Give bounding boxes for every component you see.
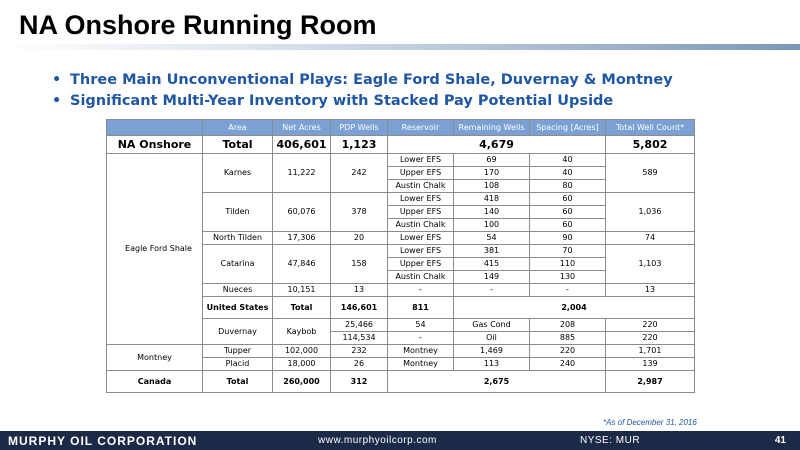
reservoir-cell: Lower EFS bbox=[388, 232, 454, 245]
bullet-item bbox=[52, 91, 673, 112]
net-acres-cell: 146,601 bbox=[331, 297, 388, 319]
reservoir-cell: Montney bbox=[388, 345, 454, 358]
remaining-wells-cell: 381 bbox=[454, 245, 530, 258]
spacing-cell: 240 bbox=[530, 358, 606, 371]
total-well-count-cell: 1,103 bbox=[606, 245, 695, 284]
remaining-wells-cell: 54 bbox=[454, 232, 530, 245]
reservoir-cell: Upper EFS bbox=[388, 258, 454, 271]
net-acres-cell: 47,846 bbox=[273, 245, 331, 284]
remaining-wells-cell: - bbox=[454, 284, 530, 297]
pdp-wells-cell: 378 bbox=[331, 193, 388, 232]
area-cell: Tilden bbox=[203, 193, 273, 232]
net-acres-cell: 406,601 bbox=[273, 136, 331, 154]
reservoir-cell: Upper EFS bbox=[388, 206, 454, 219]
header-cell: Area bbox=[203, 120, 273, 136]
table-row bbox=[107, 345, 695, 358]
bullet-text: Significant Multi-Year Inventory with Stacked Pay Potential Upside bbox=[70, 93, 614, 109]
pdp-wells-cell: 158 bbox=[331, 245, 388, 284]
pdp-wells-cell: - bbox=[388, 332, 454, 345]
area-cell: Catarina bbox=[203, 245, 273, 284]
total-well-count-cell: 1,701 bbox=[606, 345, 695, 358]
remaining-wells-cell: 100 bbox=[454, 219, 530, 232]
reservoir-cell: - bbox=[388, 284, 454, 297]
table-row bbox=[107, 136, 695, 154]
remaining-wells-cell: 418 bbox=[454, 193, 530, 206]
spacing-cell: 60 bbox=[530, 219, 606, 232]
pdp-wells-cell: 13 bbox=[331, 284, 388, 297]
region-cell: NA Onshore bbox=[107, 136, 203, 154]
net-acres-cell: 260,000 bbox=[273, 371, 331, 393]
remaining-wells-cell: 140 bbox=[454, 206, 530, 219]
area-cell: Total bbox=[203, 371, 273, 393]
spacing-cell: 110 bbox=[530, 258, 606, 271]
bullet-text: Three Main Unconventional Plays: Eagle Ford Shale, Duvernay & Montney bbox=[70, 72, 673, 88]
spacing-cell: 40 bbox=[530, 167, 606, 180]
remaining-wells-cell: 2,004 bbox=[454, 297, 695, 319]
total-well-count-cell: 1,036 bbox=[606, 193, 695, 232]
reservoir-cell: Austin Chalk bbox=[388, 271, 454, 284]
pdp-wells-cell: 20 bbox=[331, 232, 388, 245]
reservoir-cell: Lower EFS bbox=[388, 154, 454, 167]
header-cell bbox=[107, 120, 203, 136]
slide-title: NA Onshore Running Room bbox=[19, 10, 377, 40]
net-acres-cell: 17,306 bbox=[273, 232, 331, 245]
area-cell: Total bbox=[273, 297, 331, 319]
page-number: 41 bbox=[774, 435, 786, 446]
net-acres-cell: 60,076 bbox=[273, 193, 331, 232]
pdp-wells-cell: 26 bbox=[331, 358, 388, 371]
remaining-wells-cell: 885 bbox=[530, 332, 606, 345]
website-link[interactable]: www.murphyoilcorp.com bbox=[318, 435, 437, 446]
net-acres-cell: 18,000 bbox=[273, 358, 331, 371]
header-cell: Reservoir bbox=[388, 120, 454, 136]
bullet-item bbox=[52, 70, 673, 91]
total-well-count-cell: 5,802 bbox=[606, 136, 695, 154]
spacing-cell: 70 bbox=[530, 245, 606, 258]
remaining-wells-cell: 108 bbox=[454, 180, 530, 193]
spacing-cell: 40 bbox=[530, 154, 606, 167]
net-acres-cell: 114,534 bbox=[331, 332, 388, 345]
spacing-cell: 90 bbox=[530, 232, 606, 245]
total-well-count-cell: 2,987 bbox=[606, 371, 695, 393]
area-cell: Kaybob bbox=[273, 319, 331, 345]
remaining-wells-cell: 113 bbox=[454, 358, 530, 371]
footer-bar bbox=[0, 431, 800, 450]
bullet-dot: • bbox=[52, 72, 62, 88]
total-well-count-cell: 13 bbox=[606, 284, 695, 297]
pdp-wells-cell: 242 bbox=[331, 154, 388, 193]
spacing-cell: - bbox=[530, 284, 606, 297]
remaining-wells-cell: 2,675 bbox=[388, 371, 606, 393]
pdp-wells-cell: 312 bbox=[331, 371, 388, 393]
area-cell: North Tilden bbox=[203, 232, 273, 245]
stock-ticker: NYSE: MUR bbox=[580, 435, 641, 446]
reservoir-cell: Lower EFS bbox=[388, 245, 454, 258]
region-cell: Canada bbox=[107, 371, 203, 393]
header-cell: Net Acres bbox=[273, 120, 331, 136]
area-cell: Total bbox=[203, 136, 273, 154]
reservoir-cell: Oil bbox=[454, 332, 530, 345]
header-cell: Remaining Wells bbox=[454, 120, 530, 136]
reservoir-cell: Upper EFS bbox=[388, 167, 454, 180]
region-cell: Duvernay bbox=[203, 319, 273, 345]
remaining-wells-cell: 170 bbox=[454, 167, 530, 180]
table-header-row bbox=[107, 120, 695, 136]
reservoir-cell: Lower EFS bbox=[388, 193, 454, 206]
company-name: MURPHY OIL CORPORATION bbox=[8, 434, 198, 448]
spacing-cell: 220 bbox=[606, 319, 695, 332]
bullet-list bbox=[52, 70, 673, 112]
region-cell: Montney bbox=[107, 345, 203, 371]
region-cell: United States bbox=[203, 297, 273, 319]
header-cell: PDP Wells bbox=[331, 120, 388, 136]
reservoir-cell: Austin Chalk bbox=[388, 180, 454, 193]
reservoir-cell: Austin Chalk bbox=[388, 219, 454, 232]
spacing-cell: 80 bbox=[530, 180, 606, 193]
remaining-wells-cell: 4,679 bbox=[388, 136, 606, 154]
net-acres-cell: 102,000 bbox=[273, 345, 331, 358]
remaining-wells-cell: 69 bbox=[454, 154, 530, 167]
area-cell: Placid bbox=[203, 358, 273, 371]
net-acres-cell: 11,222 bbox=[273, 154, 331, 193]
footnote: *As of December 31, 2016 bbox=[603, 418, 697, 427]
header-cell: Total Well Count* bbox=[606, 120, 695, 136]
remaining-wells-cell: 208 bbox=[530, 319, 606, 332]
reservoir-cell: Montney bbox=[388, 358, 454, 371]
remaining-wells-cell: 149 bbox=[454, 271, 530, 284]
remaining-wells-cell: 1,469 bbox=[454, 345, 530, 358]
region-cell: Eagle Ford Shale bbox=[107, 154, 203, 345]
bullet-dot: • bbox=[52, 93, 62, 109]
pdp-wells-cell: 1,123 bbox=[331, 136, 388, 154]
title-divider bbox=[0, 44, 800, 50]
net-acres-cell: 10,151 bbox=[273, 284, 331, 297]
spacing-cell: 60 bbox=[530, 193, 606, 206]
table-row bbox=[107, 371, 695, 393]
spacing-cell: 220 bbox=[530, 345, 606, 358]
header-cell: Spacing [Acres] bbox=[530, 120, 606, 136]
table-row bbox=[107, 154, 695, 167]
pdp-wells-cell: 54 bbox=[388, 319, 454, 332]
net-acres-cell: 25,466 bbox=[331, 319, 388, 332]
area-cell: Karnes bbox=[203, 154, 273, 193]
total-well-count-cell: 589 bbox=[606, 154, 695, 193]
area-cell: Tupper bbox=[203, 345, 273, 358]
spacing-cell: 130 bbox=[530, 271, 606, 284]
remaining-wells-cell: 415 bbox=[454, 258, 530, 271]
reservoir-cell: Gas Cond bbox=[454, 319, 530, 332]
pdp-wells-cell: 811 bbox=[388, 297, 454, 319]
spacing-cell: 60 bbox=[530, 206, 606, 219]
pdp-wells-cell: 232 bbox=[331, 345, 388, 358]
total-well-count-cell: 139 bbox=[606, 358, 695, 371]
well-inventory-table bbox=[106, 119, 695, 393]
area-cell: Nueces bbox=[203, 284, 273, 297]
spacing-cell: 220 bbox=[606, 332, 695, 345]
total-well-count-cell: 74 bbox=[606, 232, 695, 245]
